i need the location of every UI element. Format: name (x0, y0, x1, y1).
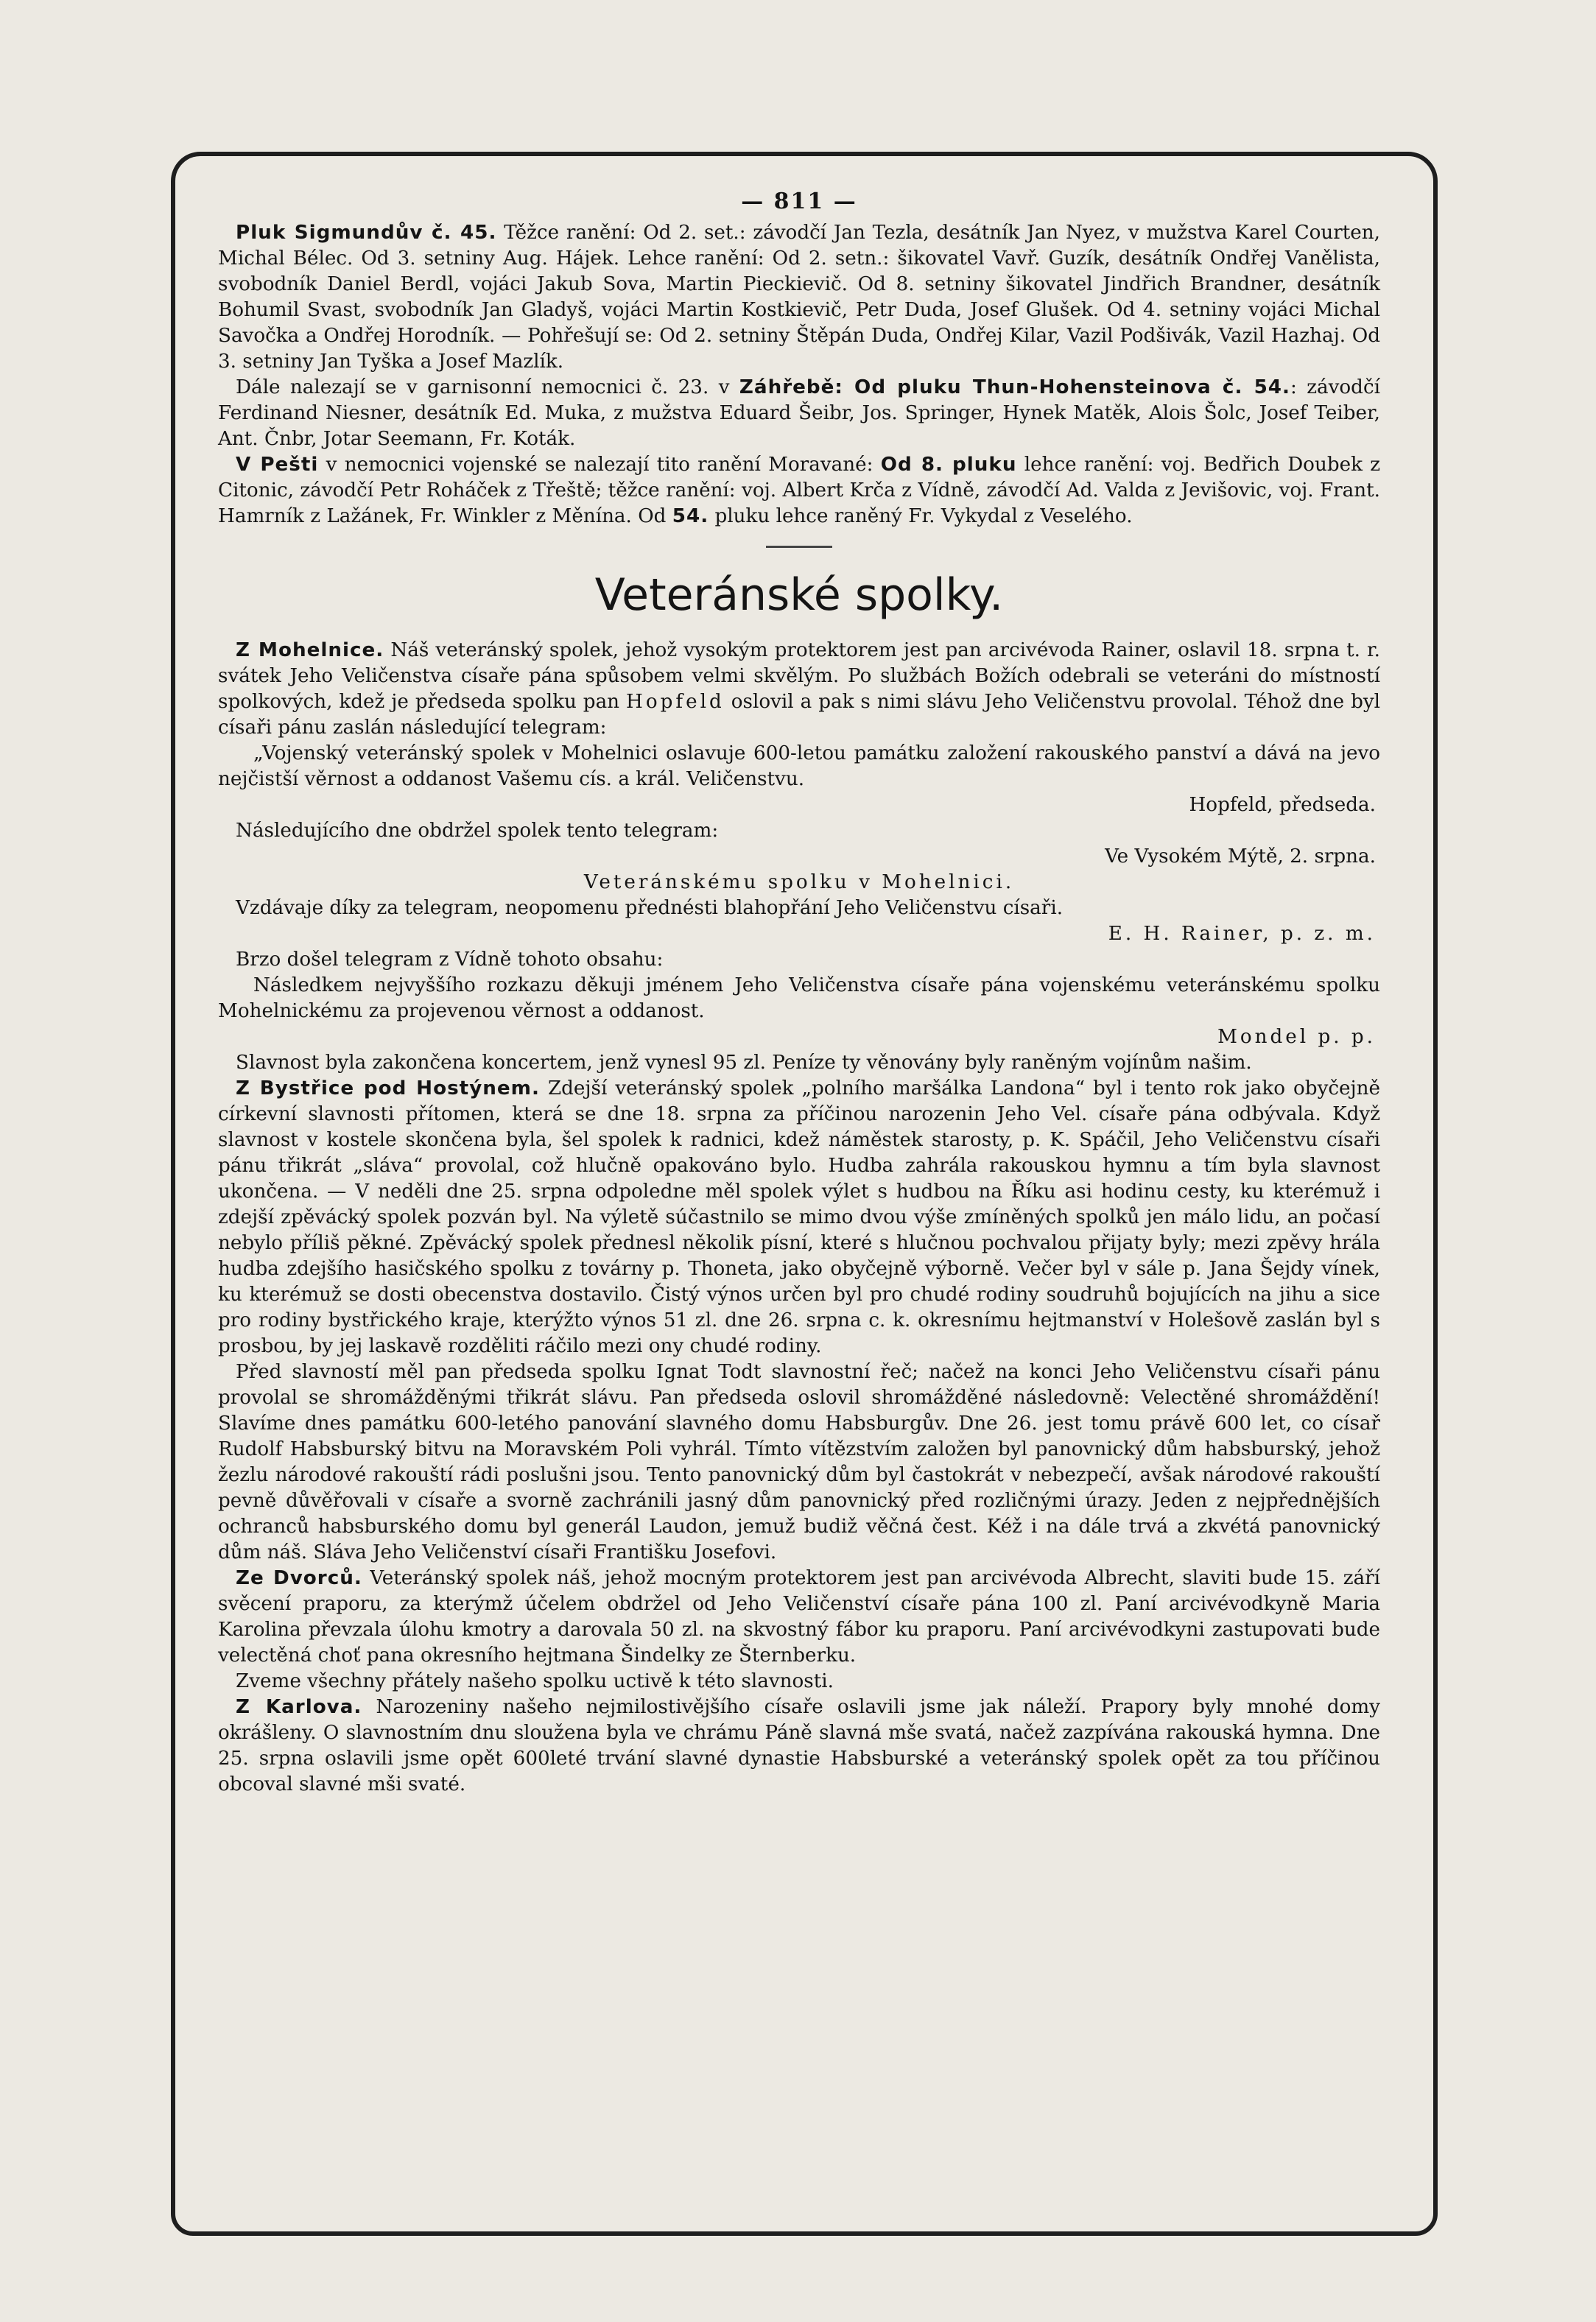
text-mohelnice: Náš veteránský spolek, jehož vysokým protektorem jest pan arcivévoda Rainer, oslavil 18. srpna t. r. svátek Jeho Veličenstva císaře pána spůsobem velmi skvělým. Po službách Božích odebrali se veteráni do místností spolkových, kdež je předseda spolku pan (218, 639, 1381, 713)
page-number: — 811 — (741, 189, 857, 214)
text-bystrice: Zdejší veteránský spolek „polního maršálka Landona“ byl i tento rok jako obyčejně církevní slavnosti přítomen, která se dne 18. srpna za příčinou narozenin Jeho Vel. císaře pána odbývala. Když slavnost v kostele skončena byla, šel spolek k radnici, kdež náměstek starosty, p. K. Spáčil, Jeho Veličenstvu císaři pánu třikrát „sláva“ provolal, což hlučně opakováno bylo. Hudba zahrála rakouskou hymnu a tím byla slavnost ukončena. — V neděli dne 25. srpna odpoledne měl spolek výlet s hudbou na Říku asi hodinu cesty, ku kterémuž i zdejší zpěvácký spolek pozván byl. Na výletě súčastnilo se mimo dvou výše zmíněných spolků jen málo lidu, an počasí nebylo příliš pěkné. Zpěvácký spolek přednesl několik písní, které s hlučnou pochvalou přijaty byly; mezi zpěvy hrála hudba zdejšího hasičského spolku z továrny p. Thoneta, jako obyčejně výborně. Večer byl v sále p. Jana Šejdy vínek, ku kterémuž se dosti obecenstva dostavilo. Čistý výnos určen byl pro chudé rodiny soudruhů bojujících na jihu a sice pro rodiny bystřického kraje, kterýžto výnos 51 zl. dne 26. srpna c. k. okresnímu hejtmanství v Holešově zaslán byl s prosbou, by jej laskavě rozděliti ráčilo mezi ony chudé rodiny. (218, 1077, 1381, 1357)
text-mohelnice-2: oslovil a pak s nimi slávu Jeho Veličenstvu provolal. Téhož dne byl císaři pánu zaslán následující telegram: (218, 691, 1380, 739)
text-pest-3: pluku lehce raněný Fr. Vykydal z Veselého. (714, 505, 1133, 527)
paragraph-pluk-sigmunduv (218, 220, 1380, 375)
paragraph-dvorce-2: Zveme všechny přátely našeho spolku uctivě k této slavnosti. (236, 1670, 834, 1692)
telegram-place: Ve Vysokém Mýtě, 2. srpna. (1105, 845, 1376, 868)
paragraph-bystrice (218, 1076, 1380, 1359)
telegram-1: „Vojenský veteránský spolek v Mohelnici oslavuje 600-letou památku založení rakouského panství a dává na jevo nejčistší věrnost a oddanost Vašemu cís. a král. Veličenstvu. (218, 742, 1380, 790)
text-mohelnice-end: Slavnost byla zakončena koncertem, jenž vynesl 95 zl. Peníze ty věnovány byly raněným vojínům našim. (236, 1052, 1252, 1074)
signature-1: Hopfeld, předseda. (1189, 794, 1376, 816)
text-pest-2: lehce ranění: voj. Bedřich Doubek z Citonic, závodčí Petr Roháček z Třeště; těžce ranění: voj. Albert Krča z Vídně, závodčí Ad. Valda z Jevišovic, voj. Frant. Hamrník z Lažánek, Fr. Winkler z Měnína. Od (218, 454, 1381, 527)
heading-pest-pluk: Od 8. pluku (880, 454, 1017, 476)
text-zahreb-lead: Dále nalezají se v garnisonní nemocnici č. 23. v (236, 376, 730, 398)
text-next-day: Následujícího dne obdržel spolek tento telegram: (236, 820, 719, 842)
name-hopfeld: Hopfeld (626, 691, 725, 713)
section-divider (766, 546, 832, 548)
text-pest-1: v nemocnici vojenské se nalezají tito ranění Moravané: (326, 454, 873, 476)
text-karlov: Narozeniny našeho nejmilostivějšího císaře oslavili jsme jak náleží. Prapory byly mnohé domy okrášleny. O slavnostním dnu sloužena byla ve chrámu Páně slavná mše svatá, načež zazpívána rakouská hymna. Dne 25. srpna oslavili jsme opět 600leté trvání slavné dynastie Habsburské a veteránský spolek opět za tou příčinou obcoval slavné mši svaté. (218, 1696, 1380, 1795)
paragraph-pest (218, 452, 1380, 530)
heading-pluk-sigmunduv: Pluk Sigmundův č. 45. (236, 222, 497, 244)
text-soon: Brzo došel telegram z Vídně tohoto obsahu: (236, 949, 664, 971)
heading-pest-54: 54. (672, 505, 709, 527)
heading-karlov: Z Karlova. (236, 1696, 362, 1718)
telegram-3: Následkem nejvyššího rozkazu děkuji jménem Jeho Veličenstva císaře pána vojenskému veteránskému spolku Mohelnickému za projevenou věrnost a oddanost. (218, 974, 1380, 1022)
paragraph-mohelnice (218, 638, 1380, 741)
telegram-addressee: Veteránskému spolku v Mohelnici. (583, 871, 1015, 893)
text-dvorce: Veteránský spolek náš, jehož mocným protektorem jest pan arcivévoda Albrecht, slaviti bude 15. září svěcení praporu, za kterýmž účelem obdržel od Jeho Veličenství císaře pána 100 zl. Paní arcivévodkyně Maria Karolina převzala úlohu kmotry a darovala 50 zl. na skvostný fábor ku praporu. Paní arcivévodkyni zastupovati bude velectěná choť pana okresního hejtmana Šindelky ze Šternberku. (218, 1567, 1381, 1667)
signature-2: E. H. Rainer, p. z. m. (1108, 923, 1376, 945)
heading-pest: V Pešti (236, 454, 319, 476)
heading-dvorce: Ze Dvorců. (236, 1567, 362, 1589)
text-pluk-sigmunduv: Těžce ranění: Od 2. set.: závodčí Jan Tezla, desátník Jan Nyez, v mužstva Karel Courten, Michal Bélec. Od 3. setniny Aug. Hájek. Lehce ranění: Od 2. setn.: šikovatel Vavř. Guzík, desátník Ondřej Vanělista, svobodník Daniel Berdl, vojáci Jakub Sova, Martin Pieckievič. Od 8. setniny šikovatel Jindřich Brandner, desátník Bohumil Svast, svobodník Jan Gladyš, vojáci Martin Kostkievič, Petr Duda, Josef Glušek. Od 4. setniny vojáci Michal Savočka a Ondřej Horodník. — Pohřešují se: Od 2. setniny Štěpán Duda, Ondřej Kilar, Vazil Podšivák, Vazil Hazhaj. Od 3. setniny Jan Tyška a Josef Mazlík. (218, 222, 1380, 373)
heading-bystrice: Z Bystřice pod Hostýnem. (236, 1077, 540, 1100)
heading-mohelnice: Z Mohelnice. (236, 639, 384, 661)
paragraph-bystrice-2: Před slavností měl pan předseda spolku Ignat Todt slavnostní řeč; načež na konci Jeho Veličenstvu císaři pánu provolal se shromážděnými třikrát slávu. Pan předseda oslovil shromážděné následovně: Velectěné shromáždění! Slavíme dnes památku 600-letého panování slavného domu Habsburgův. Dne 26. jest tomu právě 600 let, co císař Rudolf Habsburský bitvu na Moravském Poli vyhrál. Tímto vítězstvím založen byl panovnický dům habsburský, jehož žezlu národové rakouští rádi poslušni jsou. Tento panovnický dům byl častokrát v nebezpečí, avšak národové rakouští pevně důvěřovali v císaře a svorně zachránili jasný dům panovnický před rozličnými úrazy. Jeden z nejpřednějších ochranců habsburského domu byl generál Laudon, jemuž budiž věčná čest. Kéž i na dále trvá a zkvétá panovnický dům náš. Sláva Jeho Veličenství císaři Františku Josefovi. (218, 1361, 1380, 1563)
page-content (218, 189, 1380, 1798)
text-zahreb: : závodčí Ferdinand Niesner, desátník Ed. Muka, z mužstva Eduard Šeibr, Jos. Springer, Hynek Matěk, Alois Šolc, Josef Teiber, Ant. Čnbr, Jotar Seemann, Fr. Koták. (218, 376, 1380, 450)
heading-zahreb: Záhřebě: Od pluku Thun-Hohensteinova č. 54. (739, 376, 1290, 398)
telegram-2: Vzdávaje díky za telegram, neopomenu přednésti blahopřání Jeho Veličenstvu císaři. (236, 897, 1064, 919)
paragraph-zahreb (218, 375, 1380, 452)
signature-3: Mondel p. p. (1217, 1026, 1376, 1048)
section-title: Veteránské spolky. (594, 569, 1004, 621)
paragraph-karlov (218, 1695, 1380, 1798)
paragraph-dvorce (218, 1566, 1380, 1669)
